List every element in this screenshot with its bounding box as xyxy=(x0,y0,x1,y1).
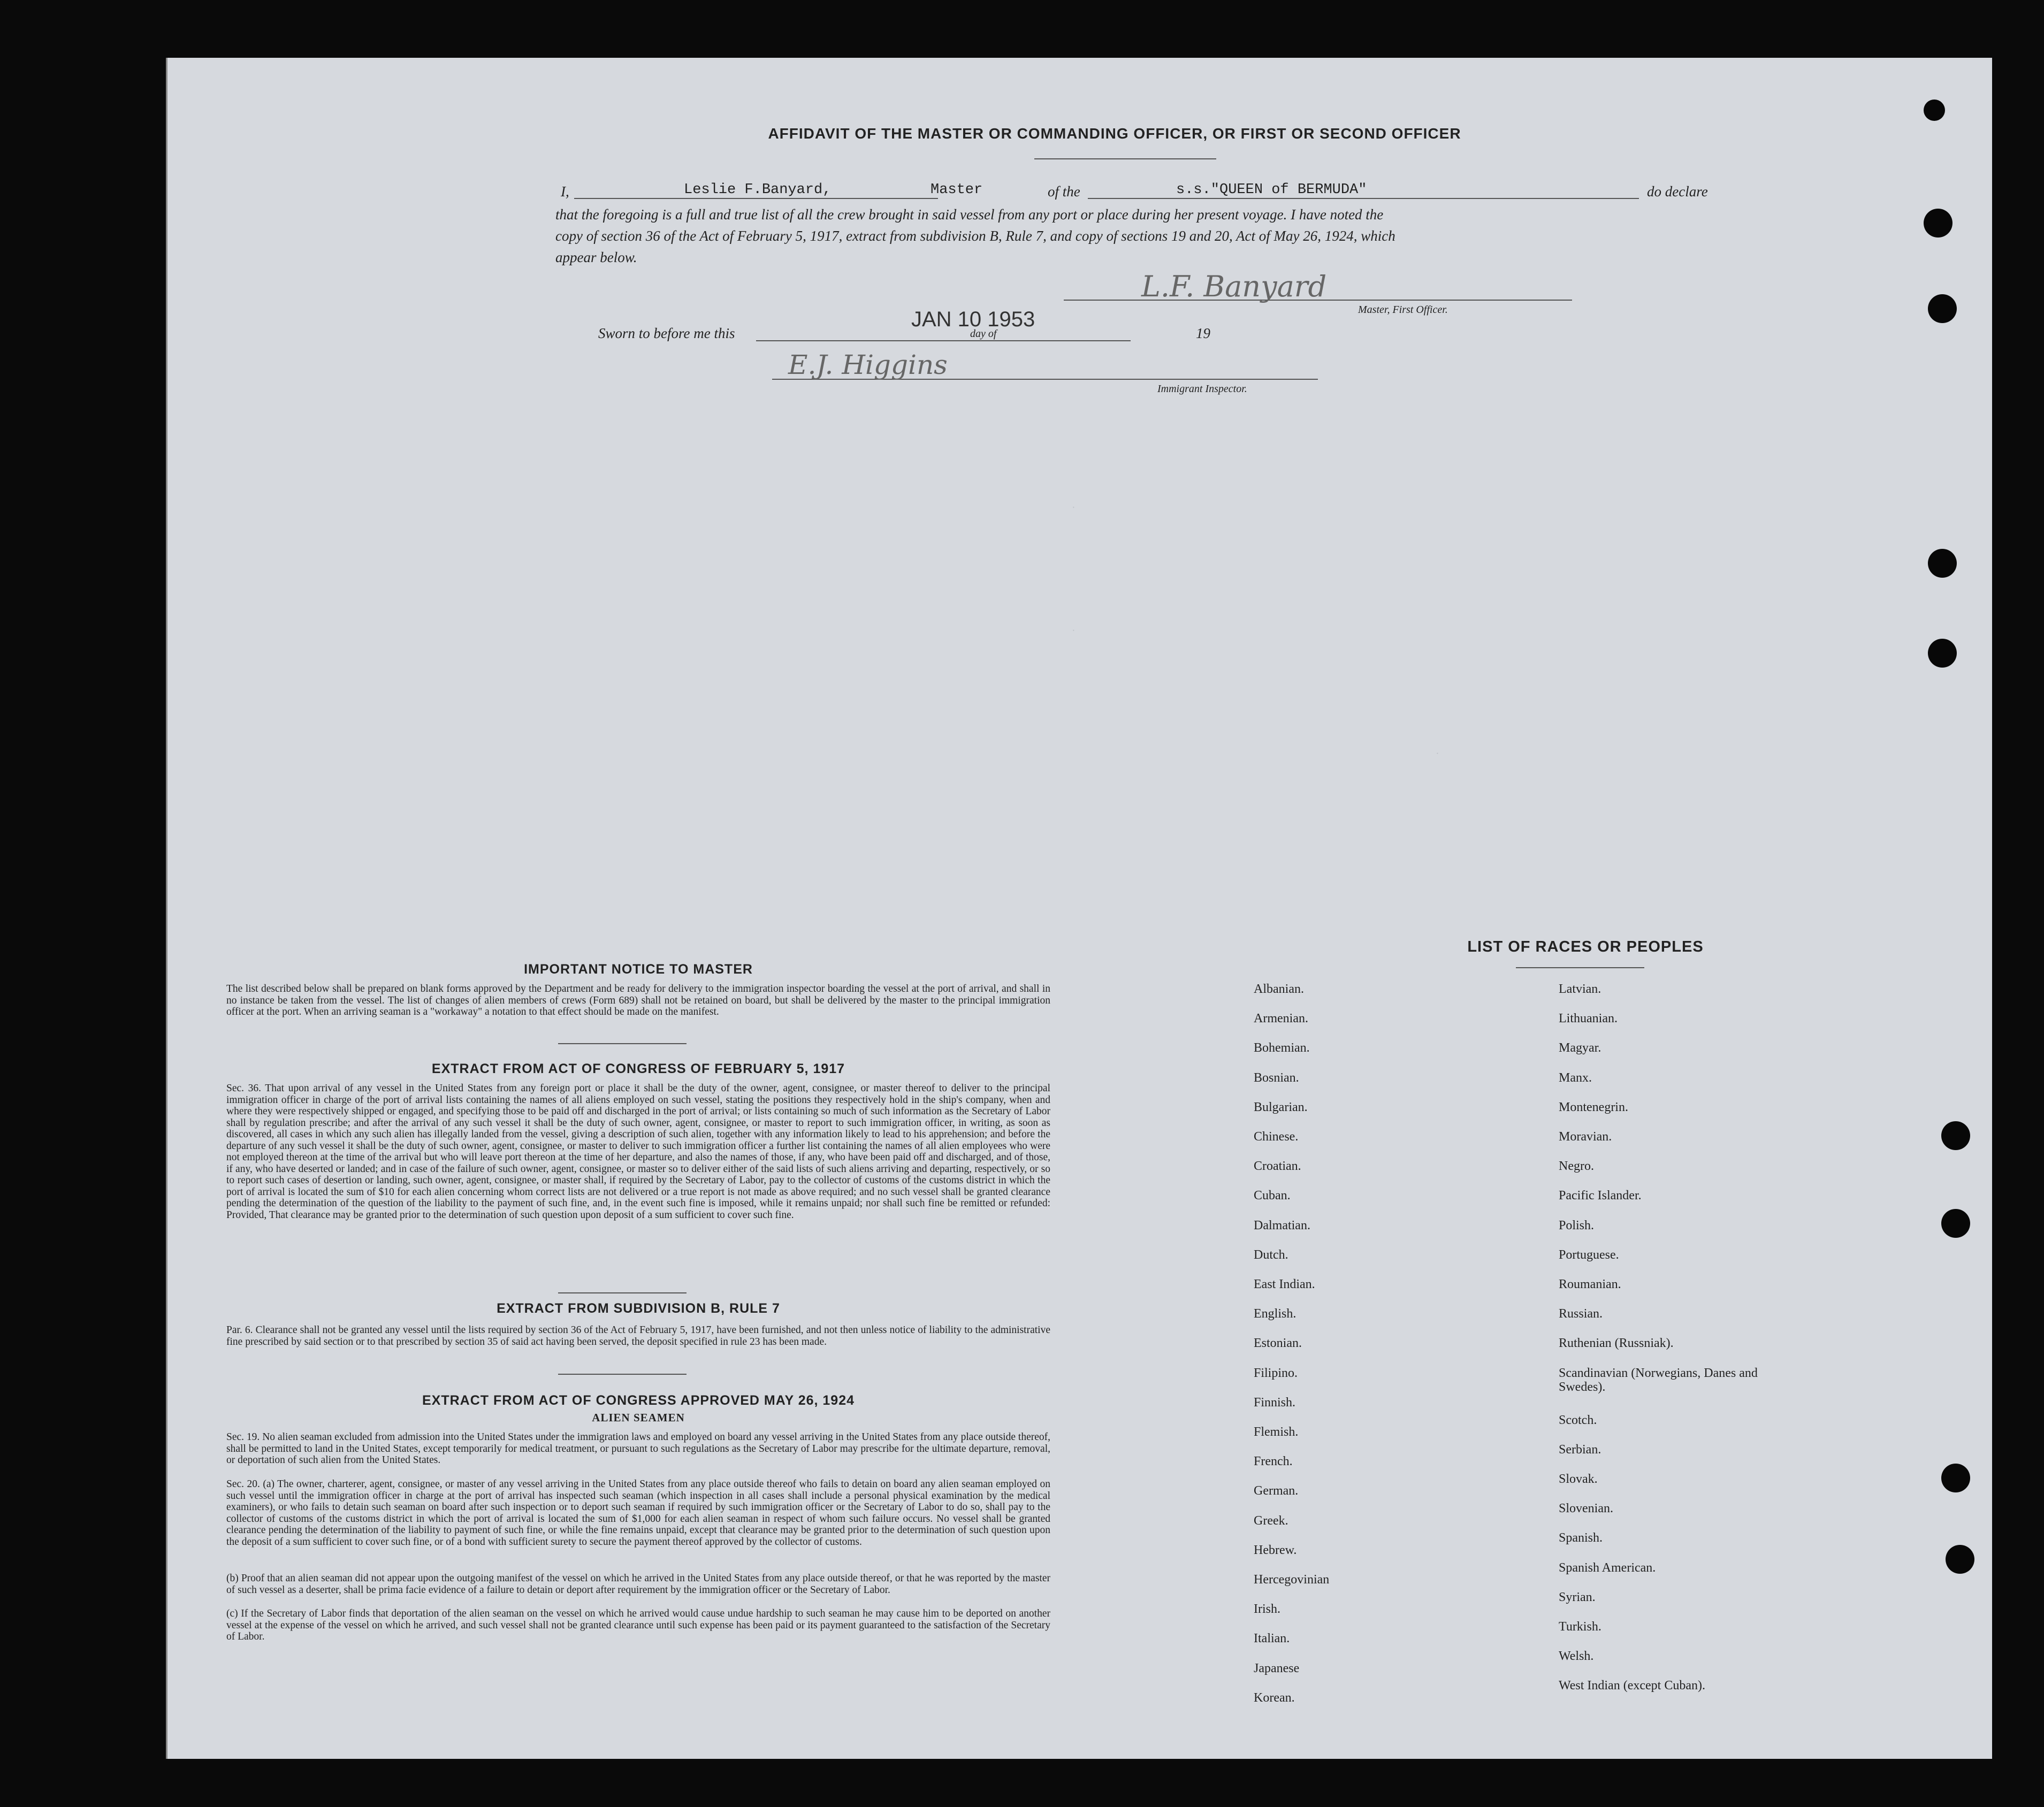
master-rank: Master xyxy=(931,182,983,198)
race-item: Italian. xyxy=(1254,1632,1290,1646)
extract-1917-divider xyxy=(558,1292,687,1293)
inspector-label: Immigrant Inspector. xyxy=(1157,383,1247,395)
race-item: Spanish American. xyxy=(1559,1560,1656,1575)
race-item: Ruthenian (Russniak). xyxy=(1559,1336,1674,1351)
race-item: Estonian. xyxy=(1254,1336,1302,1351)
race-item: Montenegrin. xyxy=(1559,1100,1628,1114)
race-item: Albanian. xyxy=(1254,982,1304,996)
race-item: Japanese xyxy=(1254,1661,1300,1675)
binder-hole xyxy=(1924,209,1953,238)
race-item: English. xyxy=(1254,1307,1296,1321)
race-item: Irish. xyxy=(1254,1602,1280,1617)
race-item: Croatian. xyxy=(1254,1159,1301,1174)
affidavit-intro: I, xyxy=(561,183,569,200)
race-item: Serbian. xyxy=(1559,1442,1601,1457)
race-item: Slovenian. xyxy=(1559,1502,1613,1516)
race-item: Welsh. xyxy=(1559,1649,1594,1664)
extract-1917-title: EXTRACT FROM ACT OF CONGRESS OF FEBRUARY 5, 1917 xyxy=(431,1061,845,1076)
notice-title: IMPORTANT NOTICE TO MASTER xyxy=(524,962,753,977)
race-item: Cuban. xyxy=(1254,1189,1291,1203)
document-page xyxy=(166,58,1992,1759)
sec-19-text: Sec. 19. No alien seaman excluded from admission into the United States under the immigration laws and employed on board any vessel arriving in the United States from any place outside thereof, shall be permitted to land in the United States, except temporarily for medical treatment, or pursuant to such regulations as the Secretary of Labor may prescribe for the ultimate departure, removal, or deportation of such alien from the United States. xyxy=(226,1431,1050,1466)
extract-1917-text: Sec. 36. That upon arrival of any vessel in the United States from any foreign port or place it shall be the duty of the owner, agent, consignee, or master thereof to deliver to the principal immigration officer in charge of the port of arrival lists containing the names of all aliens employed on such vessel, stating the positions they respectively hold in the ship's company, when and where they were respectively shipped or engaged, and specifying those to be paid off and discharged in the port of arrival; or lists containing so much of such information as the Secretary of Labor shall by regulation prescribe; and after the arrival of any such vessel it shall be the duty of such owner, agent, consignee, or master to report to such immigration officer, in writing, as soon as discovered, all cases in which any such alien has illegally landed from the vessel, giving a description of such alien, together with any information likely to lead to his apprehension; and before the departure of any such vessel it shall be the duty of such owner, agent, consignee, or master to deliver to such immigration officer a further list containing the names of all alien employees who were not employed thereon at the time of the arrival but who will leave port thereon at the time of her departure, and also the names of those, if any, who have been paid off and discharged, and of those, if any, who have deserted or landed; and in case of the failure of such owner, agent, consignee, or master so to deliver either of the said lists of such aliens arriving and departing, respectively, or so to report such cases of desertion or landing, such owner, agent, consignee, or master shall, if required by the Secretary of Labor, pay to the collector of customs of the customs district in which the port of arrival is located the sum of $10 for each alien concerning whom correct lists are not delivered or a true report is not made as above required; and no such vessel shall be granted clearance pending the determination of the question of the liability to the payment of such fine, and, in the event such fine is imposed, while it remains unpaid; nor shall such fine be remitted or refunded: Provided, That clearance may be granted prior to the determination of such question upon deposit of a sum sufficient to cover such fine. xyxy=(226,1083,1050,1221)
binder-hole xyxy=(1928,294,1957,323)
sworn-underline xyxy=(756,340,1131,341)
binder-hole xyxy=(1928,639,1957,668)
race-item: Scandinavian (Norwegians, Danes and Swedes). xyxy=(1559,1366,1758,1394)
sworn-date-stamp: JAN 10 1953 xyxy=(911,308,1035,331)
affidavit-line-4: appear below. xyxy=(555,249,637,265)
race-item: Scotch. xyxy=(1559,1413,1597,1427)
bleed-mark: · xyxy=(1072,502,1076,514)
binder-hole xyxy=(1941,1121,1970,1150)
race-item: Spanish. xyxy=(1559,1531,1603,1545)
race-item: Flemish. xyxy=(1254,1425,1299,1439)
race-item: Turkish. xyxy=(1559,1620,1601,1634)
races-divider xyxy=(1516,967,1644,968)
race-item: East Indian. xyxy=(1254,1277,1315,1291)
race-item: Latvian. xyxy=(1559,982,1601,996)
race-item: Hercegovinian xyxy=(1254,1573,1330,1587)
title-divider xyxy=(1034,158,1216,159)
bleed-mark: · xyxy=(1072,625,1076,637)
extract-1924-subtitle: ALIEN SEAMEN xyxy=(592,1411,685,1424)
race-item: Roumanian. xyxy=(1559,1277,1621,1291)
race-item: Manx. xyxy=(1559,1070,1592,1085)
vessel-name: s.s."QUEEN of BERMUDA" xyxy=(1176,182,1367,198)
master-label: Master, First Officer. xyxy=(1358,304,1448,316)
sec-20c-text: (c) If the Secretary of Labor finds that deportation of the alien seaman on the vessel on which he arrived would cause undue hardship to such seaman he may cause him to be deported on another vessel at the expense of the vessel on which he arrived, and such vessel shall not be granted clearance until such expense has been paid or its payment guaranteed to the satisfaction of the Secretary of Labor. xyxy=(226,1608,1050,1642)
race-item: Russian. xyxy=(1559,1307,1603,1321)
rule7-text: Par. 6. Clearance shall not be granted any vessel until the lists required by section 36 of the Act of February 5, 1917, have been furnished, and not then unless notice of liability to the administrative fine prescribed by said section or to that prescribed by section 35 of said act having been served, the deposit specified in rule 23 has been made. xyxy=(226,1324,1050,1347)
race-item: Syrian. xyxy=(1559,1590,1596,1604)
binder-hole xyxy=(1941,1209,1970,1238)
inspector-signature: E.J. Higgins xyxy=(788,349,948,380)
rule7-title: EXTRACT FROM SUBDIVISION B, RULE 7 xyxy=(497,1301,780,1316)
race-item: Chinese. xyxy=(1254,1130,1299,1144)
race-item: Polish. xyxy=(1559,1218,1595,1232)
race-item: Bulgarian. xyxy=(1254,1100,1308,1114)
master-name: Leslie F.Banyard, xyxy=(684,182,832,198)
master-signature: L.F. Banyard xyxy=(1141,270,1327,303)
sec-20b-text: (b) Proof that an alien seaman did not appear upon the outgoing manifest of the vessel on which he arrived in the United States from any place outside thereof, or that he was reported by the master of such vessel as a deserter, shall be prima facie evidence of a failure to detain or deport after requirement by the immigration officer or the Secretary of Labor. xyxy=(226,1573,1050,1596)
year-prefix: 19 xyxy=(1196,325,1210,341)
notice-divider xyxy=(558,1043,687,1044)
race-item: German. xyxy=(1254,1484,1299,1498)
affidavit-line-2: that the foregoing is a full and true list of all the crew brought in said vessel from any port or place during her present voyage. I have noted the xyxy=(555,206,1384,223)
race-item: Negro. xyxy=(1559,1159,1594,1174)
race-item: French. xyxy=(1254,1454,1293,1469)
bleed-mark: · xyxy=(1436,748,1439,760)
race-item: Dalmatian. xyxy=(1254,1218,1310,1232)
race-item: Bohemian. xyxy=(1254,1041,1310,1055)
name-underline xyxy=(574,198,938,199)
affidavit-line-3: copy of section 36 of the Act of February 5, 1917, extract from subdivision B, Rule 7, and copy of sections 19 and 20, Act of May 26, 1924, which xyxy=(555,228,1395,244)
rule7-divider xyxy=(558,1374,687,1375)
sworn-prefix: Sworn to before me this xyxy=(598,325,735,341)
binder-hole xyxy=(1941,1464,1970,1492)
binder-hole xyxy=(1946,1545,1974,1574)
race-item: Lithuanian. xyxy=(1559,1012,1618,1026)
affidavit-title: AFFIDAVIT OF THE MASTER OR COMMANDING OFFICER, OR FIRST OR SECOND OFFICER xyxy=(768,125,1461,142)
races-title: LIST OF RACES OR PEOPLES xyxy=(1467,938,1704,955)
race-item: Slovak. xyxy=(1559,1472,1598,1486)
vessel-underline xyxy=(1088,198,1639,199)
race-item: Korean. xyxy=(1254,1690,1295,1705)
race-item: Pacific Islander. xyxy=(1559,1189,1642,1203)
binder-hole xyxy=(1924,99,1945,121)
day-of-label: day of xyxy=(970,328,997,340)
notice-text: The list described below shall be prepared on blank forms approved by the Department and be ready for delivery to the immigration inspector boarding the vessel at the port of arrival, and shall in no instance be taken from the vessel. The list of changes of alien members of crews (Form 689) shall not be retained on board, but shall be delivered by the master to the principal immigration officer at the port. When an arriving seaman is a "workaway" a notation to that effect should be made on the manifest. xyxy=(226,983,1050,1017)
binder-hole xyxy=(1928,549,1957,578)
of-the-label: of the xyxy=(1048,183,1080,200)
race-item: Finnish. xyxy=(1254,1395,1296,1410)
race-item: Greek. xyxy=(1254,1513,1288,1528)
sec-20a-text: Sec. 20. (a) The owner, charterer, agent, consignee, or master of any vessel arriving in the United States from any place outside thereof who fails to detain on board any alien seaman employed on such vessel until the immigration officer in charge at the port of arrival has inspected such seaman (which inspection in all cases shall include a personal physical examination by the medical examiners), or who fails to detain such seaman on board after such inspection or to deport such seaman if required by such immigration officer or the Secretary of Labor to do so, shall pay to the collector of customs of the customs district in which the port of arrival is located the sum of $1,000 for each alien seaman in respect of whom such failure occurs. No vessel shall be granted clearance pending the determination of the liability to payment of such fine, or while the fine remains unpaid, except that clearance may be granted prior to the determination of such question upon the deposit of a sum sufficient to cover such fine, or of a bond with sufficient surety to secure the payment thereof approved by the collector of customs. xyxy=(226,1479,1050,1548)
race-item: West Indian (except Cuban). xyxy=(1559,1679,1705,1693)
race-item: Dutch. xyxy=(1254,1247,1288,1262)
extract-1924-title: EXTRACT FROM ACT OF CONGRESS APPROVED MAY 26, 1924 xyxy=(422,1393,855,1408)
do-declare-label: do declare xyxy=(1647,183,1708,200)
race-item: Magyar. xyxy=(1559,1041,1601,1055)
race-item: Armenian. xyxy=(1254,1012,1308,1026)
race-item: Moravian. xyxy=(1559,1130,1612,1144)
race-item: Filipino. xyxy=(1254,1366,1298,1380)
race-item: Hebrew. xyxy=(1254,1543,1297,1557)
race-item: Bosnian. xyxy=(1254,1070,1299,1085)
race-item: Portuguese. xyxy=(1559,1247,1619,1262)
